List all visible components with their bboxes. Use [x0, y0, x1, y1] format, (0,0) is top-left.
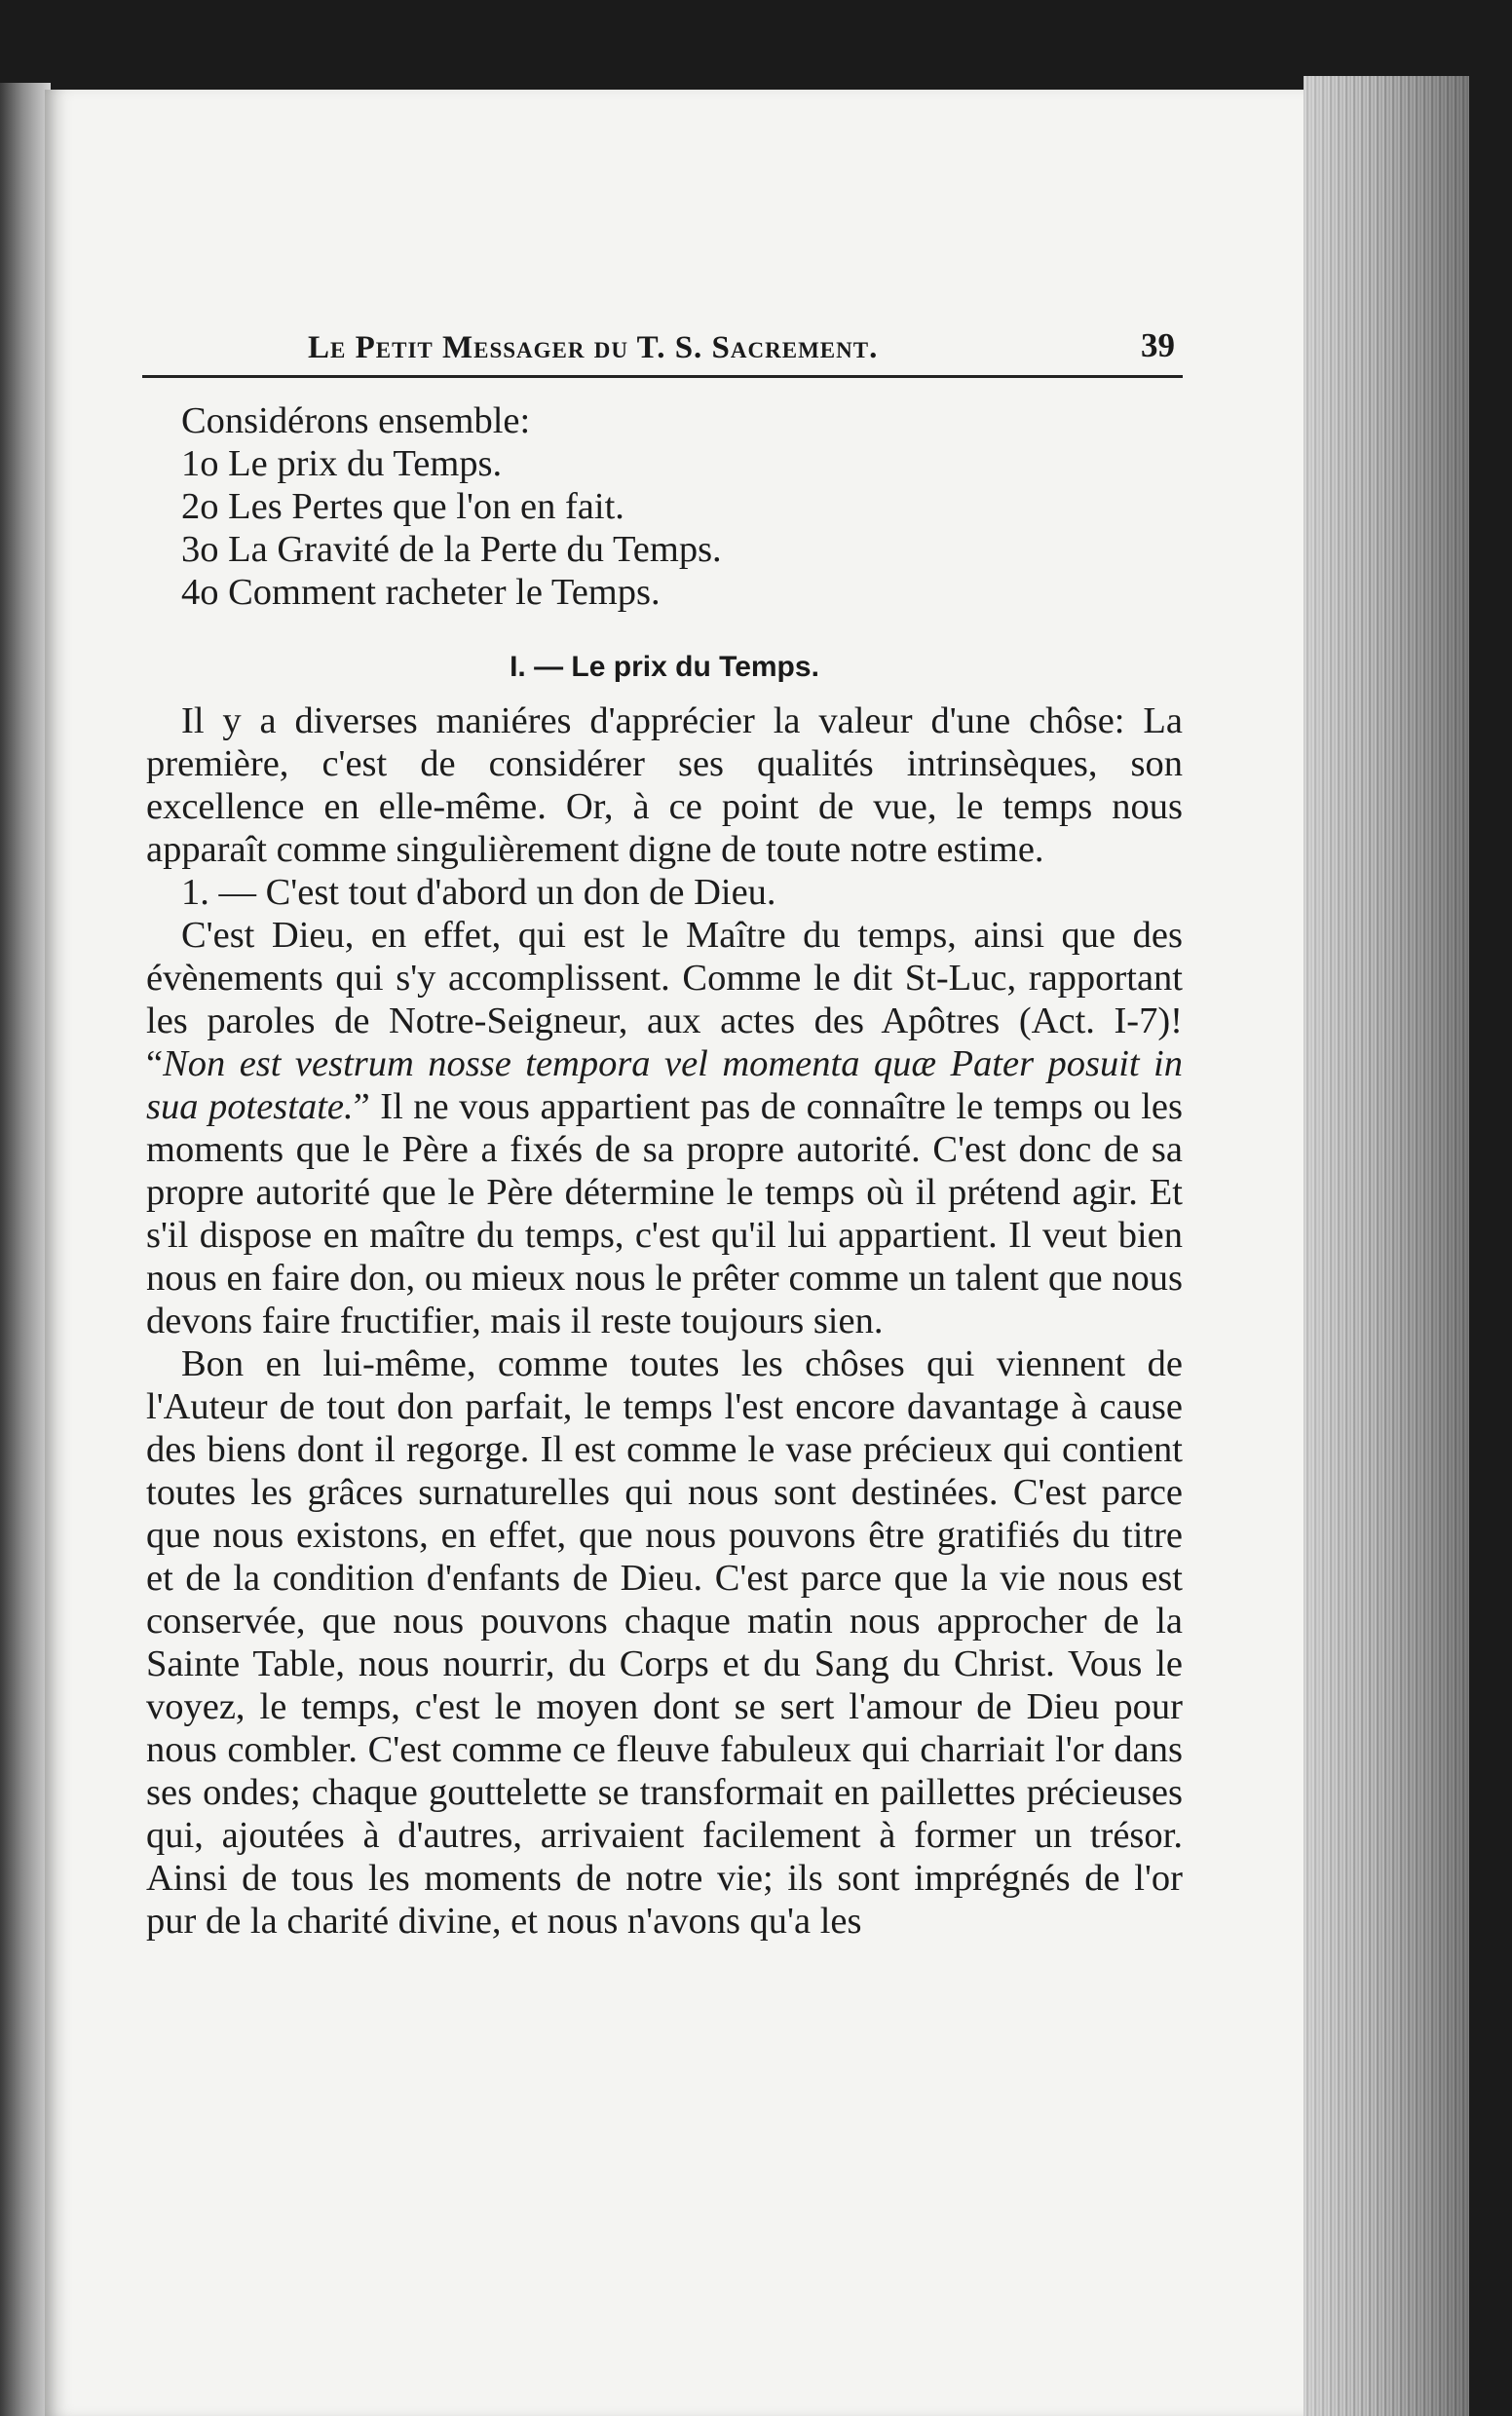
section-heading: I. — Le prix du Temps. — [510, 651, 819, 683]
paragraph-text: ” Il ne vous appartient pas de connaître le temps ou les moments que le Père a fixés de sa propre autorité. C'est donc de sa propre autorité que le Père détermine le temps où il prétend agir. Et s'il dispose en maître du temps, c'est qu'il lui appartient. Il veut bien nous en faire don, ou mieux nous le prêter comme un talent que nous devons faire fructifier, mais il reste toujours sien. — [146, 1086, 1183, 1341]
paragraph — [146, 914, 1183, 1342]
paragraph: 1. — C'est tout d'abord un don de Dieu. — [181, 872, 776, 913]
intro-block — [146, 399, 1183, 614]
list-item: 4o Comment racheter le Temps. — [181, 572, 661, 613]
running-header — [142, 326, 1183, 378]
page-fore-edge-shade — [1304, 76, 1469, 2416]
list-item: 3o La Gravité de la Perte du Temps. — [181, 529, 722, 570]
body-text — [146, 699, 1183, 1943]
left-page-edge — [0, 83, 51, 2416]
running-header-title: Le Petit Messager du T. S. Sacrement. — [308, 330, 879, 365]
paragraph-text: C'est Dieu, en effet, qui est le Maître du temps, ainsi que des évènements qui s'y accomplissent. Comme le dit St-Luc, rapportant les paroles de Notre-Seigneur, aux actes des Apôtres (Act. I-7)! “ — [146, 915, 1183, 1084]
list-item: 2o Les Pertes que l'on en fait. — [181, 486, 624, 527]
page-number: 39 — [1141, 326, 1175, 364]
paragraph: Il y a diverses maniéres d'apprécier la valeur d'une chôse: La première, c'est de considérer ses qualités intrinsèques, son excellence en elle-même. Or, à ce point de vue, le temps nous apparaît comme singulièrement digne de toute notre estime. — [146, 700, 1183, 870]
paragraph: Bon en lui-même, comme toutes les chôses qui viennent de l'Auteur de tout don parfait, le temps l'est encore davantage à cause des biens dont il regorge. Il est comme le vase précieux qui contient toutes les grâces surnaturelles qui nous sont destinées. C'est parce que nous existons, en effet, que nous pouvons être gratifiés du titre et de la condition d'enfants de Dieu. C'est parce que la vie nous est conservée, que nous pouvons chaque matin nous approcher de la Sainte Table, nous nourrir, du Corps et du Sang du Christ. Vous le voyez, le temps, c'est le moyen dont se sert l'amour de Dieu pour nous combler. C'est comme ce fleuve fabuleux qui charriait l'or dans ses ondes; chaque gouttelette se transformait en paillettes précieuses qui, ajoutées à d'autres, arrivaient facilement à former un trésor. Ainsi de tous les moments de notre vie; ils sont imprégnés de l'or pur de la charité divine, et nous n'avons qu'a les — [146, 1343, 1183, 1942]
latin-quotation: Non est vestrum nosse tempora vel momenta quæ Pater posuit in sua potestate. — [146, 1043, 1183, 1127]
intro-lead: Considérons ensemble: — [181, 400, 531, 441]
list-item: 1o Le prix du Temps. — [181, 443, 503, 484]
